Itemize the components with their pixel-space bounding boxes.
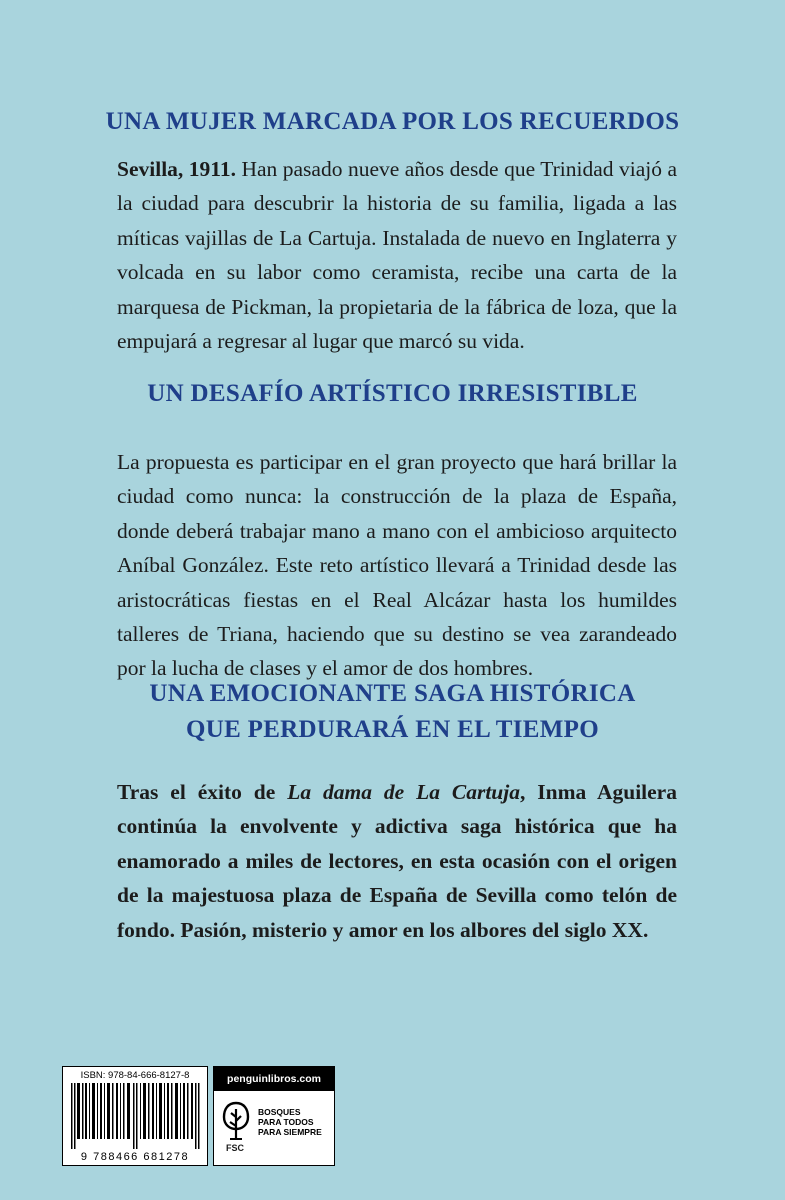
paragraph-propuesta: La propuesta es participar en el gran proyecto que hará brillar la ciudad como nunca: la construcción de la plaza de España, donde deberá trabajar mano a mano con el ambicioso arquitecto Aníbal González. Este reto artístico llevará a Trinidad desde las aristocráticas fiestas en el Real Alcázar hasta los humildes talleres de Triana, haciendo que su destino se vea zarandeado por la lucha de clases y el amor de dos hombres.	[117, 450, 677, 681]
fsc-label: FSC	[226, 1143, 244, 1153]
fsc-line-3: PARA SIEMPRE	[258, 1127, 322, 1137]
fsc-tree-icon	[220, 1099, 252, 1141]
fsc-line-1: BOSQUES	[258, 1107, 301, 1117]
barcode-digits: 9 788466 681278	[63, 1151, 207, 1163]
paragraph-lead: Sevilla, 1911.	[117, 157, 236, 181]
book-title: La dama de La Cartuja	[287, 780, 520, 804]
paragraph-sevilla-body: Han pasado nueve años desde que Trinidad viajó a la ciudad para descubrir la historia de su familia, ligada a las míticas vajillas de La Cartuja. Instalada de nuevo en Inglaterra y volcada en su labor como ceramista, recibe una carta de la marquesa de Pickman, la propietaria de la fábrica de loza, que la empujará a regresar al lugar que marcó su vida.	[117, 157, 677, 354]
paragraph-tras-after: , Inma Aguilera continúa la envolvente y adictiva saga histórica que ha enamorado a miles de lectores, en esta ocasión con el origen de la majestuosa plaza de España de Sevilla como telón de fondo. Pasión, misterio y amor en los albores del siglo XX.	[117, 780, 677, 942]
fsc-slogan	[258, 1107, 322, 1137]
heading-saga-historica-line2: QUE PERDURARÁ EN EL TIEMPO	[186, 716, 599, 743]
publisher-url: penguinlibros.com	[214, 1067, 334, 1091]
fsc-line-2: PARA TODOS	[258, 1117, 314, 1127]
heading-saga-historica-line1: UNA EMOCIONANTE SAGA HISTÓRICA	[149, 680, 636, 707]
barcode-icon	[67, 1083, 203, 1149]
isbn-label: ISBN: 978-84-666-8127-8	[80, 1070, 190, 1081]
heading-mujer-marcada: UNA MUJER MARCADA POR LOS RECUERDOS	[105, 108, 680, 135]
paragraph-tras-el-exito	[117, 775, 677, 947]
heading-desafio-artistico: UN DESAFÍO ARTÍSTICO IRRESISTIBLE	[147, 380, 638, 407]
isbn-barcode-panel	[62, 1066, 208, 1166]
paragraph-tras-before: Tras el éxito de	[117, 780, 288, 804]
publisher-panel	[213, 1066, 335, 1166]
paragraph-sevilla	[117, 152, 677, 358]
